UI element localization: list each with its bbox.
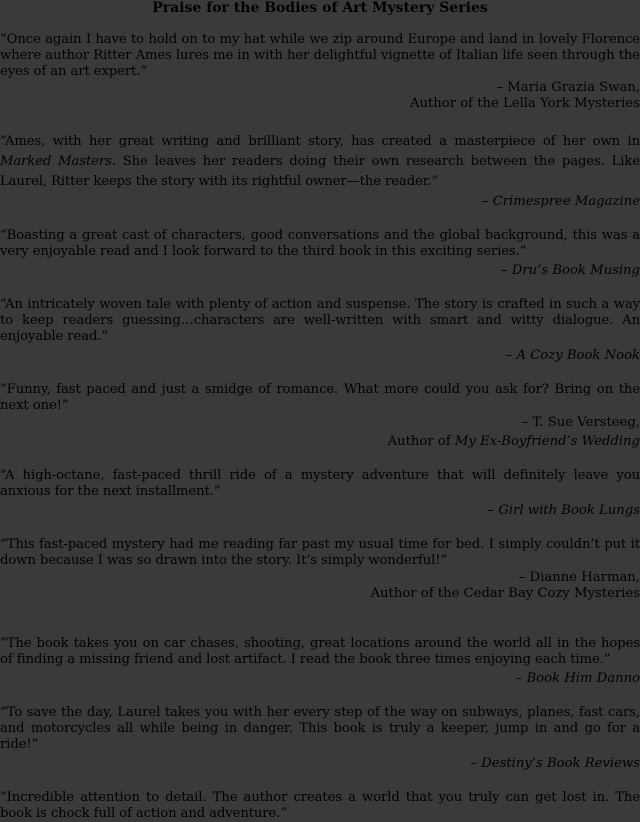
attribution-dash: – — [522, 415, 533, 430]
review-source: Girl with Book Lungs — [498, 503, 640, 518]
review-quote: “Incredible attention to detail. The author creates a world that you truly can get lost in. The book is chock full of action and adventure.” — [0, 790, 640, 822]
review-quote: “Boasting a great cast of characters, good conversations and the global background, this was a very enjoyable read and I look forward to the third book in this exciting series.” — [0, 228, 640, 260]
review-author: Maria Grazia Swan, — [507, 80, 640, 95]
attribution-dash: – — [519, 570, 530, 585]
author-credit-text: Author of the Lella York Mysteries — [410, 96, 640, 111]
review-quote: “A high-octane, fast-paced thrill ride of a mystery adventure that will definitely leave you anxious for the next installment.” — [0, 468, 640, 500]
author-credit-text: Author of — [388, 434, 455, 449]
review-9 — [0, 705, 640, 772]
quote-book-title: Marked Masters — [0, 154, 112, 169]
review-attribution — [0, 671, 640, 687]
review-attribution — [0, 415, 640, 431]
review-attribution — [0, 503, 640, 519]
review-source: Crimespree Magazine — [493, 194, 640, 209]
attribution-dash: – — [501, 263, 512, 278]
attribution-dash: – — [516, 671, 527, 686]
attribution-dash: – — [488, 503, 499, 518]
review-attribution — [0, 570, 640, 586]
review-6 — [0, 468, 640, 519]
review-8 — [0, 636, 640, 687]
review-attribution — [0, 263, 640, 279]
review-source: A Cozy Book Nook — [517, 348, 640, 363]
page-title: Praise for the Bodies of Art Mystery Series — [0, 0, 640, 18]
review-quote: “The book takes you on car chases, shooting, great locations around the world all in the hopes of finding a missing friend and lost artifact. I read the book three times enjoying each time.” — [0, 636, 640, 668]
attribution-dash: – — [470, 756, 481, 771]
review-author-credit — [0, 586, 640, 602]
review-source: Book Him Danno — [526, 671, 640, 686]
review-source: Dru’s Book Musing — [512, 263, 640, 278]
review-quote: “To save the day, Laurel takes you with her every step of the way on subways, planes, fast cars, and motorcycles all while being in danger. This book is truly a keeper, jump in and go for a ride!” — [0, 705, 640, 753]
review-source: Destiny’s Book Reviews — [481, 756, 640, 771]
review-2 — [0, 132, 640, 210]
review-3 — [0, 228, 640, 279]
review-attribution — [0, 80, 640, 96]
review-4 — [0, 297, 640, 364]
review-10 — [0, 790, 640, 822]
review-quote: “An intricately woven tale with plenty of action and suspense. The story is crafted in such a way to keep readers guessing…characters are well-written with smart and witty dialogue. An enjoyable read.” — [0, 297, 640, 345]
quote-text-end: . She leaves her readers doing their own research between the pages. Like Laurel, Ritter keeps the story with its rightful owner—the reader.” — [0, 154, 640, 189]
review-quote: “Funny, fast paced and just a smidge of romance. What more could you ask for? Bring on the next one!” — [0, 382, 640, 414]
review-quote: “This fast-paced mystery had me reading far past my usual time for bed. I simply couldn’t put it down because I was so drawn into the story. It’s simply wonderful!” — [0, 537, 640, 569]
review-attribution — [0, 348, 640, 364]
review-author-credit — [0, 434, 640, 450]
review-attribution — [0, 194, 640, 210]
attribution-dash: – — [482, 194, 493, 209]
review-quote — [0, 132, 640, 192]
author-credit-title: My Ex-Boyfriend’s Wedding — [455, 434, 640, 449]
review-author: T. Sue Versteeg, — [533, 415, 640, 430]
review-author-credit — [0, 96, 640, 112]
review-author: Dianne Harman, — [530, 570, 640, 585]
review-7 — [0, 537, 640, 602]
attribution-dash: – — [506, 348, 517, 363]
attribution-dash: – — [496, 80, 507, 95]
review-1 — [0, 32, 640, 112]
quote-text-start: “Ames, with her great writing and brilliant story, has created a masterpiece of her own in — [0, 134, 640, 149]
review-5 — [0, 382, 640, 450]
review-attribution — [0, 756, 640, 772]
author-credit-text: Author of the Cedar Bay Cozy Mysteries — [371, 586, 640, 601]
review-quote: “Once again I have to hold on to my hat while we zip around Europe and land in lovely Florence where author Ritter Ames lures me in with her delightful vignette of Italian life seen through the eyes of an art expert.” — [0, 32, 640, 80]
